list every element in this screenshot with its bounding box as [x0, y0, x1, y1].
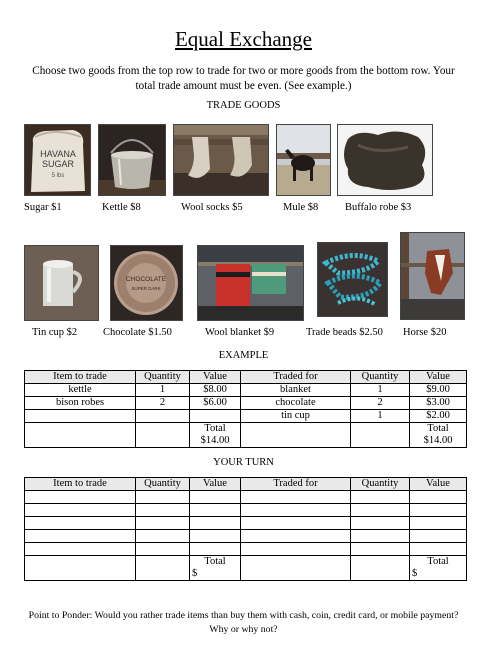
- cell: 1: [351, 384, 410, 397]
- wool-socks-photo: [173, 124, 269, 196]
- buffalo-robe-photo: [337, 124, 433, 196]
- good-label: Kettle $8: [102, 202, 141, 213]
- cell: 1: [136, 384, 190, 397]
- blank-cell[interactable]: [190, 543, 241, 556]
- header-value: Value: [190, 371, 241, 384]
- table-header-row: [25, 371, 467, 384]
- total-cell-right: [410, 423, 467, 448]
- total-label: Total: [204, 423, 226, 434]
- header-quantity: Quantity: [136, 371, 190, 384]
- cell: $9.00: [410, 384, 467, 397]
- blank-cell[interactable]: [25, 491, 136, 504]
- table-row: [25, 397, 467, 410]
- table-total-row: [25, 556, 467, 581]
- sack-brand-text: HAVANA: [40, 149, 76, 159]
- instructions: Choose two goods from the top row to trade for two or more goods from the bottom row. Your total trade amount must be even. (See example.): [32, 65, 455, 92]
- cell: tin cup: [241, 410, 351, 423]
- blank-cell[interactable]: [25, 556, 136, 581]
- point-to-ponder: Point to Ponder: Would you rather trade items than buy them with cash, coin, credit card, or mobile payment? Why or why not?: [28, 610, 459, 635]
- blank-cell[interactable]: [351, 530, 410, 543]
- blank-cell[interactable]: [25, 517, 136, 530]
- header-item-to-trade: Item to trade: [25, 478, 136, 491]
- blank-cell[interactable]: [410, 504, 467, 517]
- your-turn-table: [24, 477, 467, 581]
- kettle-photo: [98, 124, 166, 196]
- good-label: Sugar $1: [24, 202, 62, 213]
- example-heading: EXAMPLE: [218, 350, 269, 361]
- cell: kettle: [25, 384, 136, 397]
- total-currency: $: [192, 568, 198, 579]
- trade-beads-photo: [317, 242, 388, 317]
- sugar-sack-photo: [24, 124, 91, 196]
- total-currency: $: [412, 568, 418, 579]
- header-traded-for: Traded for: [241, 371, 351, 384]
- table-row: [25, 410, 467, 423]
- good-label: Mule $8: [283, 202, 319, 213]
- table-row-blank: [25, 491, 467, 504]
- blank-cell[interactable]: [351, 517, 410, 530]
- header-quantity: Quantity: [351, 371, 410, 384]
- header-value: Value: [410, 371, 467, 384]
- blank-cell[interactable]: [351, 543, 410, 556]
- blank-cell[interactable]: [190, 504, 241, 517]
- blank-cell[interactable]: [25, 504, 136, 517]
- horse-photo: [400, 232, 465, 320]
- table-row-blank: [25, 517, 467, 530]
- good-label: Trade beads $2.50: [306, 327, 383, 338]
- cell: 1: [351, 410, 410, 423]
- total-label: Total: [204, 556, 226, 567]
- table-total-row: [25, 423, 467, 448]
- blank-cell[interactable]: [351, 504, 410, 517]
- blank-cell[interactable]: [241, 543, 351, 556]
- good-label: Chocolate $1.50: [103, 327, 172, 338]
- good-label: Wool socks $5: [181, 202, 243, 213]
- header-item-to-trade: Item to trade: [25, 371, 136, 384]
- header-value: Value: [190, 478, 241, 491]
- blank-cell[interactable]: [190, 517, 241, 530]
- blank-cell[interactable]: [410, 491, 467, 504]
- cell: [190, 410, 241, 423]
- mule-photo: [276, 124, 331, 196]
- blank-cell[interactable]: [410, 517, 467, 530]
- cell: $3.00: [410, 397, 467, 410]
- sack-weight-text: 5 lbs: [51, 173, 65, 179]
- wool-blanket-photo: [197, 245, 304, 321]
- blank-cell[interactable]: [241, 504, 351, 517]
- blank-cell[interactable]: [136, 491, 190, 504]
- blank-cell[interactable]: [136, 530, 190, 543]
- blank-cell[interactable]: [190, 530, 241, 543]
- total-label: Total: [427, 423, 449, 434]
- cell: [136, 410, 190, 423]
- cell: $8.00: [190, 384, 241, 397]
- trade-goods-heading: TRADE GOODS: [206, 100, 281, 111]
- total-value: $14.00: [423, 435, 453, 446]
- cell: bison robes: [25, 397, 136, 410]
- blank-cell[interactable]: [25, 543, 136, 556]
- blank-cell[interactable]: [351, 556, 410, 581]
- tin-cup-photo: [24, 245, 99, 321]
- blank-cell[interactable]: [410, 530, 467, 543]
- page-title: Equal Exchange: [174, 27, 313, 51]
- your-turn-heading: YOUR TURN: [213, 457, 274, 468]
- blank-cell[interactable]: [241, 517, 351, 530]
- example-table: [24, 370, 467, 448]
- blank-cell[interactable]: [241, 556, 351, 581]
- blank-cell[interactable]: [190, 491, 241, 504]
- blank-cell[interactable]: [136, 504, 190, 517]
- chocolate-sublabel-text: SUPER DARK: [131, 286, 161, 291]
- blank-cell[interactable]: [241, 491, 351, 504]
- table-header-row: [25, 478, 467, 491]
- table-row-blank: [25, 504, 467, 517]
- header-quantity: Quantity: [136, 478, 190, 491]
- good-label: Tin cup $2: [32, 327, 78, 338]
- total-cell-left[interactable]: [190, 556, 241, 581]
- table-row-blank: [25, 530, 467, 543]
- good-label: Buffalo robe $3: [345, 202, 412, 213]
- total-cell-right[interactable]: [410, 556, 467, 581]
- cell: 2: [351, 397, 410, 410]
- header-quantity: Quantity: [351, 478, 410, 491]
- cell: [25, 410, 136, 423]
- blank-cell[interactable]: [25, 530, 136, 543]
- blank-cell[interactable]: [351, 491, 410, 504]
- header-value: Value: [410, 478, 467, 491]
- sack-product-text: SUGAR: [41, 159, 75, 169]
- blank-cell[interactable]: [136, 556, 190, 581]
- total-cell-left: [190, 423, 241, 448]
- good-label: Wool blanket $9: [205, 327, 275, 338]
- cell: $2.00: [410, 410, 467, 423]
- chocolate-photo: [110, 245, 183, 321]
- cell: $6.00: [190, 397, 241, 410]
- blank-cell[interactable]: [410, 543, 467, 556]
- blank-cell[interactable]: [241, 530, 351, 543]
- blank-cell[interactable]: [136, 517, 190, 530]
- cell: blanket: [241, 384, 351, 397]
- header-traded-for: Traded for: [241, 478, 351, 491]
- total-value: $14.00: [200, 435, 230, 446]
- total-label: Total: [427, 556, 449, 567]
- cell: chocolate: [241, 397, 351, 410]
- good-label: Horse $20: [403, 327, 447, 338]
- table-row-blank: [25, 543, 467, 556]
- blank-cell[interactable]: [136, 543, 190, 556]
- chocolate-label-text: CHOCOLATE: [126, 276, 166, 283]
- table-row: [25, 384, 467, 397]
- cell: 2: [136, 397, 190, 410]
